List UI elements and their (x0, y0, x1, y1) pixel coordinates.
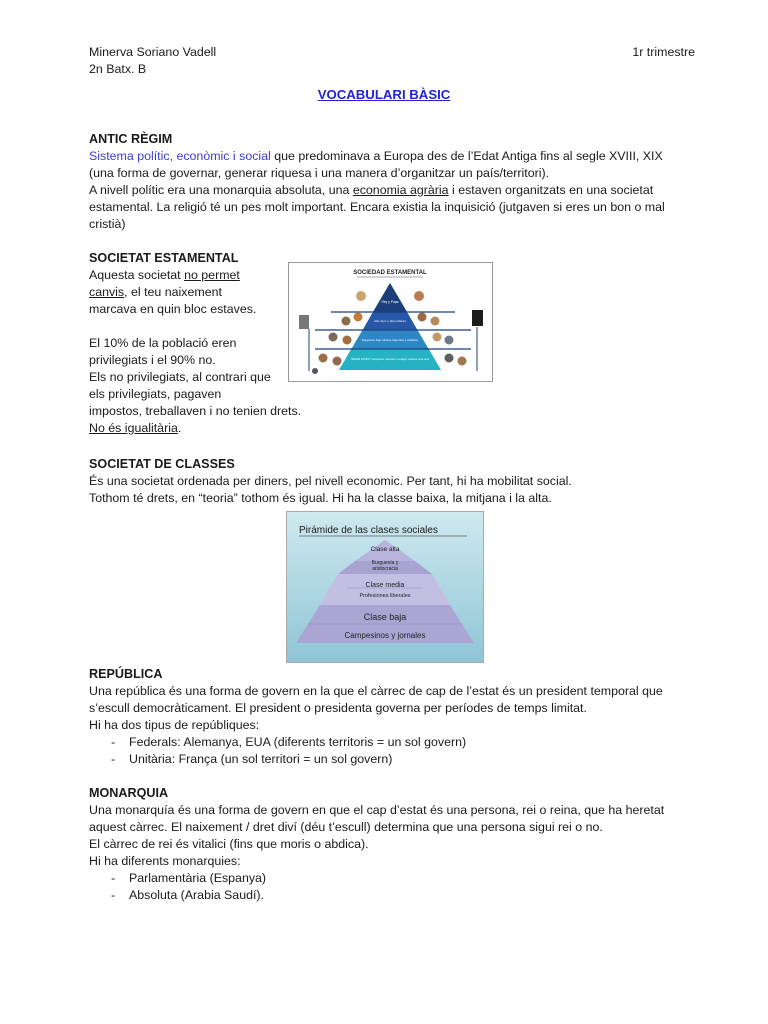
paragraph-line: privilegiats i el 90% no. (89, 353, 216, 367)
list-item: - Unitària: França (un sol territori = un sol govern) (89, 751, 689, 768)
paragraph-line: El 10% de la població eren (89, 336, 237, 350)
monarchy-types-list (89, 870, 689, 904)
paragraph-line: Una república és una forma de govern en la que el càrrec de cap de l’estat és un president temporal que (89, 684, 663, 698)
paragraph-line: És una societat ordenada per diners, pel nivell economic. Per tant, hi ha mobilitat social. (89, 474, 572, 488)
paragraph-line: estamental. La religió té un pes molt important. Encara existia la inquisició (jutgaven si eres un bon o mal (89, 200, 665, 214)
text-span: . (177, 421, 182, 435)
section-antic-regim (89, 131, 689, 233)
paragraph-line (89, 182, 689, 199)
paragraph-line: Hi ha diferents monarquies: (89, 854, 241, 868)
section-societat-classes (89, 456, 689, 507)
tier-clergy-label: Alto clero y alta nobleza (374, 319, 406, 323)
text-span: i estaven organitzats en una societat (448, 183, 654, 197)
document-page (89, 44, 695, 902)
list-item: - Federals: Alemanya, EUA (diferents territoris = un sol govern) (89, 734, 689, 751)
estamental-pyramid-graphic (289, 263, 492, 381)
heading-republica: REPÚBLICA (89, 667, 163, 681)
underlined-text: economia agrària (352, 183, 449, 197)
classes-pyramid-graphic (287, 512, 483, 662)
list-item: - Absoluta (Arabia Saudí). (89, 887, 689, 904)
section-monarquia (89, 785, 689, 904)
tier-king-label: Rey y Papa (381, 300, 399, 304)
label-clase-media: Clase media (365, 582, 405, 589)
underlined-text: canvis (89, 285, 125, 299)
class-label: 2n Batx. B (89, 62, 147, 76)
label-profesiones: Profesiones liberales (359, 593, 411, 599)
label-burguesia-2: aristocracia (372, 566, 398, 572)
page-title: VOCABULARI BÀSIC (317, 87, 451, 102)
paragraph-line: marcava en quin bloc estaves. (89, 302, 257, 316)
paragraph-line: s’escull democràticament. El president o presidenta governa per períodes de temps limitat. (89, 701, 587, 715)
paragraph-line: Tothom té drets, en “teoria” tothom és igual. Hi ha la classe baixa, la mitjana i la alta. (89, 491, 552, 505)
paragraph-line (89, 420, 689, 437)
heading-societat-estamental: SOCIETAT ESTAMENTAL (89, 251, 239, 265)
paragraph-line: Una monarquía és una forma de govern en que el cap d’estat és una persona, rei o reina, que ha heretat (89, 803, 665, 817)
section-republica (89, 666, 689, 768)
tier-bourgeois-label: Burguesía, bajo nobleza, bajo clero y soldados (362, 339, 418, 342)
paragraph-line: (una forma de governar, generar riquesa i una manera d’organitzar un país/territori). (89, 166, 550, 180)
underlined-text: No és igualitària (89, 421, 178, 435)
classes-pyramid-image (286, 511, 484, 663)
text-span: que predominava a Europa des de l’Edat Antiga fins al segle XVIII, XIX (270, 149, 663, 163)
text-span: Aquesta societat (89, 268, 185, 282)
text-span: , el teu naixement (124, 285, 222, 299)
paragraph-line: impostos, treballaven i no tenien drets. (89, 404, 302, 418)
author-name: Minerva Soriano Vadell (89, 45, 217, 59)
heading-societat-classes: SOCIETAT DE CLASSES (89, 457, 235, 471)
image-title: SOCIEDAD ESTAMENTAL (353, 270, 427, 276)
highlight-text: Sistema polític, econòmic i social (89, 149, 271, 163)
paragraph-line: aquest càrrec. El naixement / dret diví (déu t’escull) determina que una persona sigui rei o no. (89, 820, 603, 834)
term-label: 1r trimestre (632, 45, 695, 59)
paragraph-line: Hi ha dos tipus de repúbliques: (89, 718, 260, 732)
paragraph-line: Els no privilegiats, al contrari que (89, 370, 271, 384)
image-title: Pirámide de las clases sociales (299, 525, 438, 536)
list-item: - Parlamentària (Espanya) (89, 870, 689, 887)
tier-third-estate-label: TERCER ESTADO: Campesinos, artesanos, mendigos, esclavos, entre otros (350, 359, 430, 361)
republic-types-list (89, 734, 689, 768)
label-burguesia-1: Burguesía y (371, 560, 399, 566)
text-span: A nivell polític era una monarquia absoluta, una (89, 183, 353, 197)
label-campesinos: Campesinos y jornales (344, 631, 426, 640)
paragraph-line: El càrrec de rei és vitalici (fins que moris o abdica). (89, 837, 369, 851)
paragraph-line (89, 148, 689, 165)
underlined-text: no permet (184, 268, 240, 282)
paragraph-line: els privilegiats, pagaven (89, 387, 222, 401)
heading-monarquia: MONARQUIA (89, 786, 169, 800)
label-clase-baja: Clase baja (363, 612, 407, 622)
header (89, 44, 695, 61)
paragraph-line: cristià) (89, 217, 126, 231)
estamental-pyramid-image (288, 262, 493, 382)
heading-antic-regim: ANTIC RÈGIM (89, 132, 173, 146)
label-clase-alta: Clase alta (370, 546, 400, 553)
